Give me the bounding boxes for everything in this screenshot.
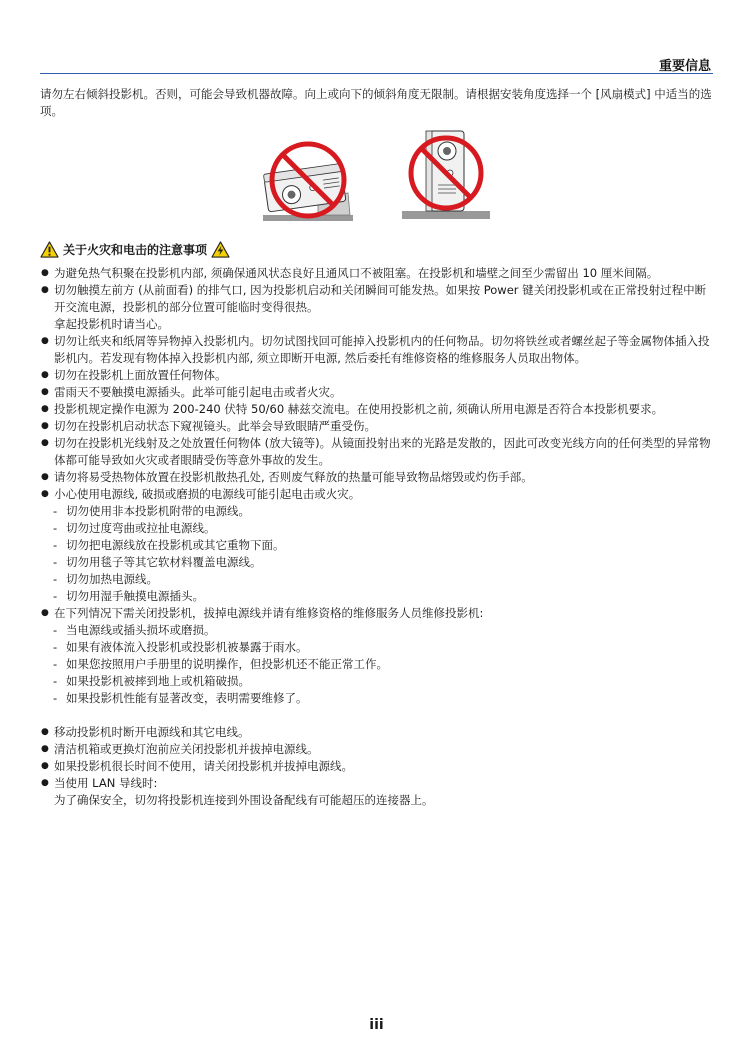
- bullet-icon: ●: [41, 761, 49, 771]
- list-item: [40, 418, 716, 435]
- sub-list-item: [40, 571, 716, 588]
- intro-text: 请勿左右倾斜投影机。否则，可能会导致机器故障。向上或向下的倾斜角度无限制。请根据安装角度选择一个 [风扇模式] 中适当的选项。: [40, 87, 712, 118]
- dash-marker: -: [53, 572, 58, 586]
- list-item: [40, 605, 716, 622]
- sub-list-item: [40, 673, 716, 690]
- bullet-icon: ●: [41, 285, 49, 295]
- bullet-icon: ●: [41, 472, 49, 482]
- sub-list-item-text: 切勿过度弯曲或拉扯电源线。: [66, 521, 216, 535]
- dash-marker: -: [53, 691, 58, 705]
- sub-list-item-text: 如果有液体流入投影机或投影机被暴露于雨水。: [66, 640, 308, 654]
- sub-list-item: [40, 622, 716, 639]
- sub-list-item-text: 如果投影机被摔到地上或机箱破损。: [66, 674, 250, 688]
- section-title: 关于火灾和电击的注意事项: [63, 243, 208, 257]
- list-item-text: 切勿在投影机启动状态下窥视镜头。此举会导致眼睛严重受伤。: [54, 419, 376, 433]
- bullet-icon: ●: [41, 489, 49, 499]
- list-item: [40, 265, 716, 282]
- sub-list-item-text: 当电源线或插头损坏或磨损。: [66, 623, 216, 637]
- sub-list-item-text: 切勿用毯子等其它软材料覆盖电源线。: [66, 555, 262, 569]
- list-item-text: 在下列情况下需关闭投影机，拔掉电源线并请有维修资格的维修服务人员维修投影机:: [54, 606, 484, 620]
- warning-triangle-icon: [40, 241, 59, 258]
- electric-shock-warning-icon: [211, 241, 230, 258]
- bullet-icon: ●: [41, 421, 49, 431]
- sub-list-item-text: 切勿使用非本投影机附带的电源线。: [66, 504, 250, 518]
- bullet-icon: ●: [41, 778, 49, 788]
- section-heading: [40, 241, 230, 258]
- list-item-text: 雷雨天不要触摸电源插头。此举可能引起电击或者火灾。: [54, 385, 342, 399]
- bullet-icon: ●: [41, 608, 49, 618]
- dash-marker: -: [53, 674, 58, 688]
- list-item: [40, 435, 716, 469]
- list-item-text: 当使用 LAN 导线时:: [54, 776, 158, 790]
- list-item: [40, 282, 716, 316]
- dash-marker: -: [53, 623, 58, 637]
- list-item: [40, 401, 716, 418]
- list-item-text: 如果投影机很长时间不使用，请关闭投影机并拔掉电源线。: [54, 759, 353, 773]
- sub-list-item: [40, 639, 716, 656]
- list-item-text: 小心使用电源线, 破损或磨损的电源线可能引起电击或火灾。: [54, 487, 361, 501]
- sub-list-item: [40, 656, 716, 673]
- list-item: [40, 775, 716, 792]
- sub-list-item: [40, 520, 716, 537]
- header-rule: [40, 73, 713, 74]
- dash-marker: -: [53, 555, 58, 569]
- list-item-continuation: 拿起投影机时请当心。: [54, 317, 169, 331]
- tilt-figures: [0, 125, 753, 225]
- sub-list-item: [40, 554, 716, 571]
- bullet-icon: ●: [41, 438, 49, 448]
- list-item-text: 切勿触摸左前方 (从前面看) 的排气口, 因为投影机启动和关闭瞬间可能发热。如果按 Power 键关闭投影机或在正常投射过程中断开交流电源，投影机的部分位置可能临时变得很热。: [54, 283, 707, 314]
- list-gap: [40, 707, 716, 724]
- list-item-text: 切勿让纸夹和纸屑等异物掉入投影机内。切勿试图找回可能掉入投影机内的任何物品。切勿将铁丝或者螺丝起子等金属物体插入投影机内。若发现有物体掉入投影机内部, 须立即断开电源, 然后委托有维修资格的维修服务人员取出物体。: [54, 334, 710, 365]
- sub-list-item: [40, 588, 716, 605]
- upright-projector-prohibited-figure: [400, 125, 492, 225]
- sub-list-item-text: 切勿加热电源线。: [66, 572, 158, 586]
- list-item: [40, 758, 716, 775]
- bullet-icon: ●: [41, 727, 49, 737]
- bullet-icon: ●: [41, 370, 49, 380]
- bullet-icon: ●: [41, 404, 49, 414]
- list-item: [40, 741, 716, 758]
- precaution-list: [40, 265, 716, 809]
- sub-list-item-text: 切勿用湿手触摸电源插头。: [66, 589, 204, 603]
- sub-list-item: [40, 537, 716, 554]
- list-item: [40, 469, 716, 486]
- sub-list-item: [40, 503, 716, 520]
- list-item-text: 请勿将易受热物体放置在投影机散热孔处, 否则废气释放的热量可能导致物品熔毁或灼伤手部。: [54, 470, 533, 484]
- tilted-projector-prohibited-figure: [258, 135, 358, 225]
- header-title: 重要信息: [658, 59, 711, 74]
- sub-list-item-text: 如果投影机性能有显著改变，表明需要维修了。: [66, 691, 308, 705]
- bullet-icon: ●: [41, 387, 49, 397]
- list-item-text: 切勿在投影机光线射及之处放置任何物体 (放大镜等)。从镜面投射出来的光路是发散的，因此可改变光线方向的任何类型的异常物体都可能导致如火灾或者眼睛受伤等意外事故的发生。: [54, 436, 711, 467]
- dash-marker: -: [53, 640, 58, 654]
- list-item-continuation: 为了确保安全，切勿将投影机连接到外围设备配线有可能超压的连接器上。: [54, 793, 434, 807]
- list-item: [40, 333, 716, 367]
- bullet-icon: ●: [41, 268, 49, 278]
- list-item: [40, 384, 716, 401]
- list-item-text: 切勿在投影机上面放置任何物体。: [54, 368, 227, 382]
- list-item: [40, 486, 716, 503]
- list-item-text: 投影机规定操作电源为 200-240 伏特 50/60 赫兹交流电。在使用投影机之前, 须确认所用电源是否符合本投影机要求。: [54, 402, 664, 416]
- sub-list-item-text: 如果您按照用户手册里的说明操作，但投影机还不能正常工作。: [66, 657, 388, 671]
- dash-marker: -: [53, 521, 58, 535]
- page-number: iii: [369, 1017, 384, 1033]
- sub-list-item-text: 切勿把电源线放在投影机或其它重物下面。: [66, 538, 285, 552]
- list-item-text: 为避免热气积聚在投影机内部, 须确保通风状态良好且通风口不被阻塞。在投影机和墙壁之间至少需留出 10 厘米间隔。: [54, 266, 659, 280]
- dash-marker: -: [53, 504, 58, 518]
- bullet-icon: ●: [41, 336, 49, 346]
- list-item-text: 移动投影机时断开电源线和其它电线。: [54, 725, 250, 739]
- dash-marker: -: [53, 589, 58, 603]
- dash-marker: -: [53, 538, 58, 552]
- dash-marker: -: [53, 657, 58, 671]
- list-item: [40, 367, 716, 384]
- bullet-icon: ●: [41, 744, 49, 754]
- sub-list-item: [40, 690, 716, 707]
- list-item-text: 清洁机箱或更换灯泡前应关闭投影机并拔掉电源线。: [54, 742, 319, 756]
- list-item: [40, 724, 716, 741]
